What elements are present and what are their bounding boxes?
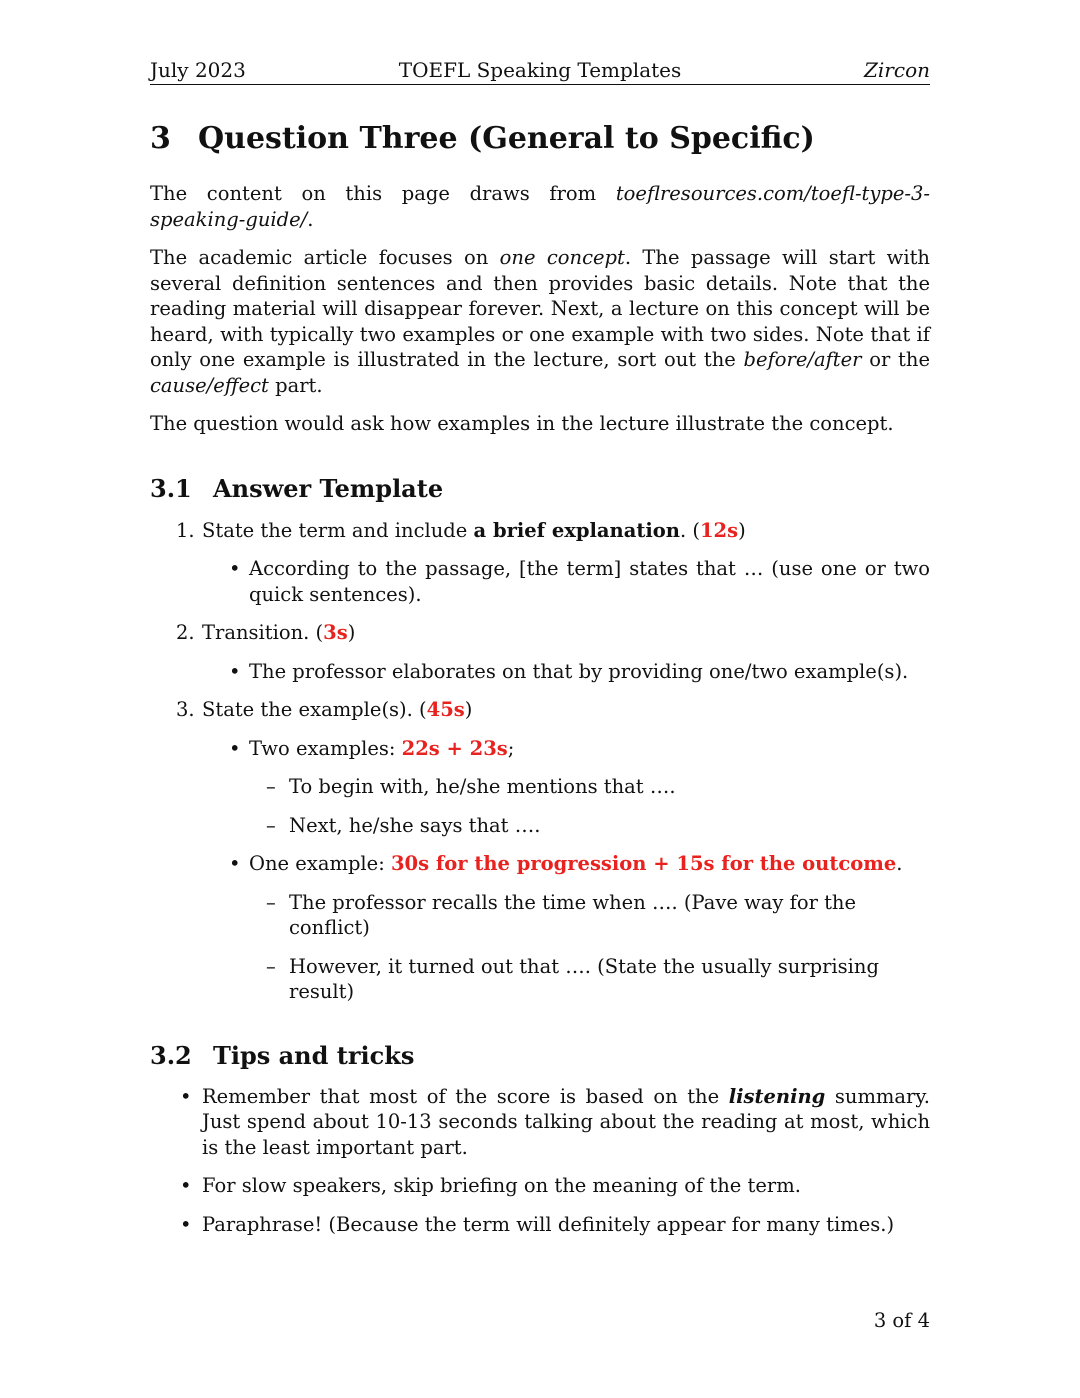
step-text: State the example(s). (: [202, 698, 427, 721]
page-number: 3 of 4: [873, 1309, 930, 1332]
intro-text-a: The academic article focuses on: [150, 246, 500, 269]
header-author: Zircon: [864, 58, 930, 82]
bullet-icon: •: [229, 852, 241, 875]
section-heading: [150, 121, 930, 157]
section-number: 3: [150, 121, 171, 156]
subsection-heading: [150, 1041, 930, 1071]
template-bullet: [150, 556, 930, 607]
sub-bullet-text: To begin with, he/she mentions that ….: [289, 775, 676, 798]
template-bullet-two-examples: [150, 736, 930, 762]
section-title: Question Three (General to Specific): [198, 121, 815, 156]
template-bullet: [150, 659, 930, 685]
intro-paragraph: [150, 245, 930, 398]
subsection-title: Answer Template: [213, 473, 444, 503]
bullet-icon: •: [229, 659, 241, 683]
subsection-number: 3.2: [150, 1040, 192, 1070]
tip-item: [150, 1084, 930, 1161]
tip-item: [150, 1212, 930, 1238]
bullet-icon: •: [229, 736, 241, 760]
tips-section: [150, 1041, 930, 1238]
tip-text: Paraphrase! (Because the term will definitely appear for many times.): [202, 1212, 895, 1236]
time-badge: 12s: [699, 518, 739, 542]
bullet-tail: ;: [507, 736, 515, 760]
step-close: ): [464, 698, 473, 721]
template-sub-bullet: [150, 954, 930, 1005]
step-text: State the term and include: [202, 518, 474, 542]
dash-icon: –: [266, 813, 276, 837]
bullet-icon: •: [180, 1212, 192, 1236]
sub-bullet-text: Next, he/she says that ….: [289, 813, 541, 837]
bullet-text: The professor elaborates on that by providing one/two example(s).: [249, 659, 909, 683]
step-text: Transition. (: [202, 621, 324, 644]
answer-template-section: [150, 474, 930, 1005]
step-close: ): [738, 518, 746, 542]
step-number: 2.: [176, 621, 195, 644]
subsection-title: Tips and tricks: [213, 1040, 415, 1070]
intro-emphasis-before-after: before/after: [743, 348, 862, 371]
time-badge: 22s + 23s: [401, 736, 508, 760]
question-paragraph: The question would ask how examples in the lecture illustrate the concept.: [150, 412, 894, 435]
tip-item: [150, 1173, 930, 1199]
time-badge: 45s: [426, 698, 465, 721]
template-sub-bullet: [150, 813, 930, 839]
step-number: 1.: [176, 518, 195, 542]
step-number: 3.: [176, 698, 195, 721]
template-step-1: [150, 518, 930, 544]
page: [150, 56, 930, 1237]
source-paragraph: [150, 181, 930, 232]
bullet-icon: •: [180, 1084, 192, 1108]
time-badge: 3s: [323, 621, 348, 644]
running-header: [150, 56, 930, 85]
template-bullet-one-example: [150, 851, 930, 877]
intro-emphasis-cause-effect: cause/effect: [150, 373, 269, 397]
bullet-icon: •: [229, 557, 241, 580]
bullet-icon: •: [180, 1174, 192, 1197]
bullet-text: According to the passage, [the term] states that … (use one or two quick sentences).: [249, 557, 930, 606]
sub-bullet-text: However, it turned out that …. (State the usually surprising result): [289, 954, 879, 1003]
bullet-label: Two examples:: [249, 736, 402, 760]
source-text: The content on this page draws from: [150, 182, 616, 205]
source-period: .: [307, 207, 314, 231]
bullet-tail: .: [896, 852, 903, 875]
dash-icon: –: [266, 954, 276, 978]
subsection-heading: [150, 474, 930, 504]
dash-icon: –: [266, 775, 276, 798]
step-text-post: . (: [679, 518, 700, 542]
intro-text-b: . The passage will start with several definition sentences and then provides basic details. Note that the reading material will disappear forever. Next, a lecture on this concept will be heard, with typically two examples or one example with two sides. Note that if only one example is illustrated in the lecture, sort out the: [150, 246, 930, 371]
template-sub-bullet: [150, 774, 930, 800]
step-close: ): [347, 621, 356, 644]
step-bold-text: a brief explanation: [473, 518, 680, 542]
source-link: toeflresources.com/toefl-type-3-speaking-guide/: [150, 182, 930, 231]
header-title: TOEFL Speaking Templates: [398, 58, 682, 82]
tip-text: For slow speakers, skip briefing on the meaning of the term.: [202, 1174, 801, 1197]
intro-text-c: or the: [861, 348, 930, 371]
sub-bullet-text: The professor recalls the time when …. (Pave way for the conflict): [289, 890, 857, 939]
time-badge: 30s for the progression + 15s for the outcome: [390, 852, 897, 875]
tip-text: Remember that most of the score is based on the: [202, 1084, 729, 1108]
subsection-number: 3.1: [150, 473, 192, 503]
tip-emphasis: listening: [728, 1084, 826, 1108]
intro-emphasis-concept: one concept: [499, 246, 625, 269]
template-step-3: [150, 697, 930, 723]
header-date: July 2023: [150, 58, 246, 82]
dash-icon: –: [266, 890, 276, 914]
template-sub-bullet: [150, 890, 930, 941]
intro-text-d: part.: [268, 373, 323, 397]
bullet-label: One example:: [249, 852, 391, 875]
template-step-2: [150, 620, 930, 646]
tip-text-post: summary. Just spend about 10-13 seconds talking about the reading at most, which is the least important part.: [202, 1084, 930, 1159]
